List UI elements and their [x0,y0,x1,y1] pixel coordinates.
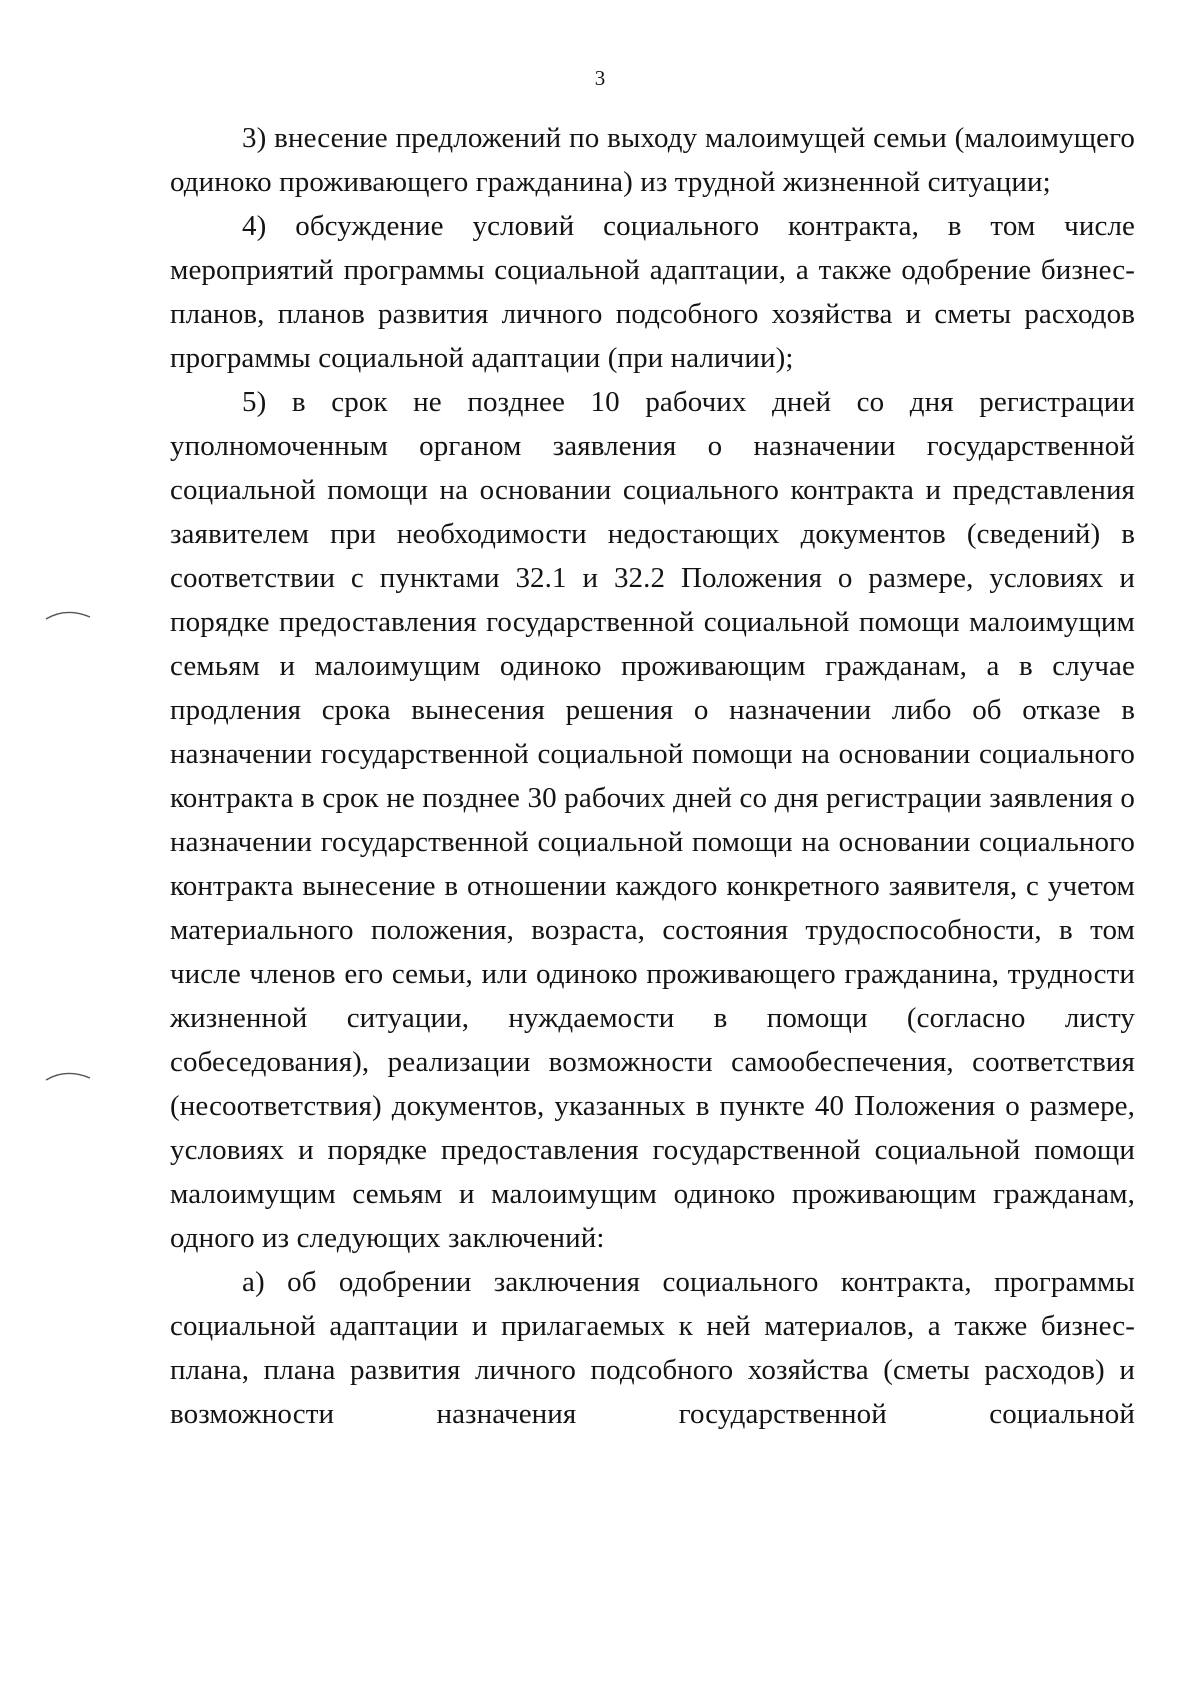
page-number: 3 [594,66,606,90]
document-body [170,116,1135,1436]
paragraph-item-a: а) об одобрении заключения социального контракта, программы социальной адаптации и прилагаемых к ней материалов, а также бизнес-плана, плана развития личного подсобного хозяйства (сметы расходов) и возможности назначения государственной социальной [170,1266,1135,1430]
paragraph-item-3: 3) внесение предложений по выходу малоимущей семьи (малоимущего одиноко проживающего гражданина) из трудной жизненной ситуации; [170,122,1135,198]
punch-hole-mark [44,1066,92,1084]
paragraph-item-4: 4) обсуждение условий социального контракта, в том числе мероприятий программы социальной адаптации, а также одобрение бизнес-планов, планов развития личного подсобного хозяйства и сметы расходов программы социальной адаптации (при наличии); [170,210,1135,374]
paragraph-item-5: 5) в срок не позднее 10 рабочих дней со дня регистрации уполномоченным органом заявления о назначении государственной социальной помощи на основании социального контракта и представления заявителем при необходимости недостающих документов (сведений) в соответствии с пунктами 32.1 и 32.2 Положения о размере, условиях и порядке предоставления государственной социальной помощи малоимущим семьям и малоимущим одиноко проживающим гражданам, а в случае продления срока вынесения решения о назначении либо об отказе в назначении государственной социальной помощи на основании социального контракта в срок не позднее 30 рабочих дней со дня регистрации заявления о назначении государственной социальной помощи на основании социального контракта вынесение в отношении каждого конкретного заявителя, с учетом материального положения, возраста, состояния трудоспособности, в том числе членов его семьи, или одиноко проживающего гражданина, трудности жизненной ситуации, нуждаемости в помощи (согласно листу собеседования), реализации возможности самообеспечения, соответствия (несоответствия) документов, указанных в пункте 40 Положения о размере, условиях и порядке предоставления государственной социальной помощи малоимущим семьям и малоимущим одиноко проживающим гражданам, одного из следующих заключений: [170,386,1135,1254]
punch-hole-mark [44,605,92,623]
